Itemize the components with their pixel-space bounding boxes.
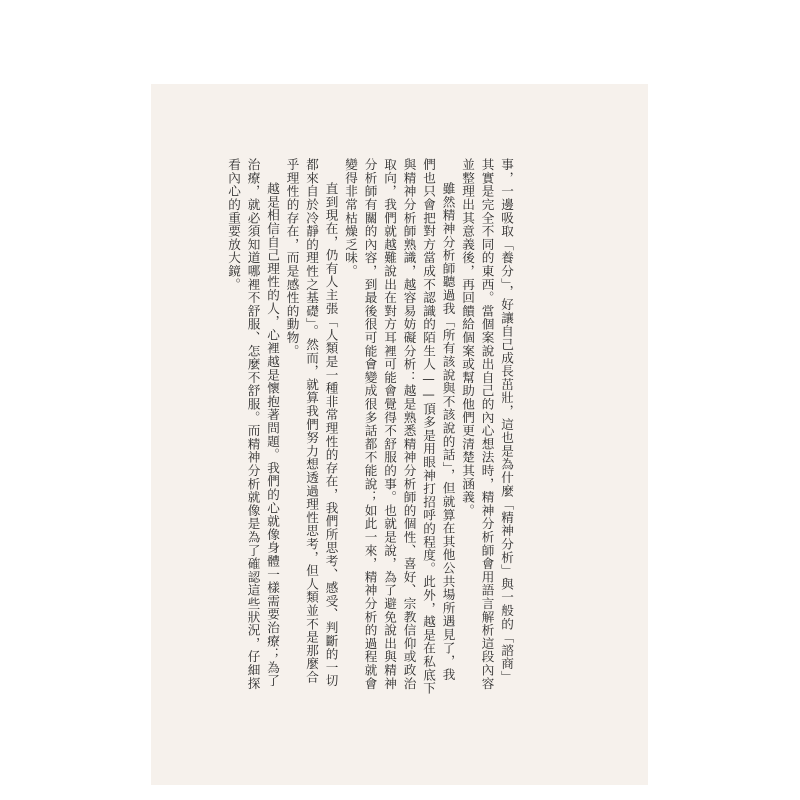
- text-column: 事，一邊吸取「養分」，好讓自己成長茁壯，這也是為什麼「精神分析」與一般的「諮商」: [499, 158, 514, 684]
- text-column: 看內心的重要放大鏡。: [226, 158, 241, 291]
- text-column: 與精神分析師熟識，越容易妨礙分析：越是熟悉精神分析師的個性、喜好、宗教信仰或政治: [401, 158, 417, 690]
- text-column: 分析師有關的內容，到最後很可能會變成很多話都不能說；如此一來，精神分析的過程就會: [362, 158, 378, 690]
- text-column: 乎理性的存在，而是感性的動物。: [284, 158, 300, 358]
- text-column: 並整理出其意義後，再回饋給個案或幫助他們更清楚其涵義。: [460, 158, 475, 518]
- vertical-text-block: [224, 158, 520, 718]
- text-column: 直到現在，仍有人主張「人類是一種非常理性的存在，我們所思考、感受、判斷的一切: [323, 182, 339, 688]
- text-column: 其實是完全不同的東西。當個案說出自己的內心想法時，精神分析師會用語言解析這段內容: [479, 158, 495, 690]
- text-column: 們也只會把對方當成不認識的陌生人——頂多是用眼神打招呼的程度。此外，越是在私底下: [421, 158, 436, 695]
- text-column: 雖然精神分析師聽過我「所有該說與不該說的話」，但就算在其他公共場所遇見了，我: [440, 182, 456, 682]
- text-column: 都來自於冷靜的理性之基礎」。然而，就算我們努力想透過理性思考，但人類並不是那麼合: [304, 158, 319, 684]
- text-column: 取向，我們就越難說出在對方耳裡可能會覺得不舒服的事。也就是說，為了避免說出與精神: [382, 158, 397, 690]
- text-column: 變得非常枯燥乏味。: [343, 158, 358, 278]
- text-column: 越是相信自己理性的人，心裡越是懷抱著問題。我們的心就像身體一樣需要治療；為了: [265, 182, 280, 688]
- text-column: 治療，就必須知道哪裡不舒服、怎麼不舒服。而精神分析就像是為了確認這些狀況，仔細探: [245, 158, 261, 690]
